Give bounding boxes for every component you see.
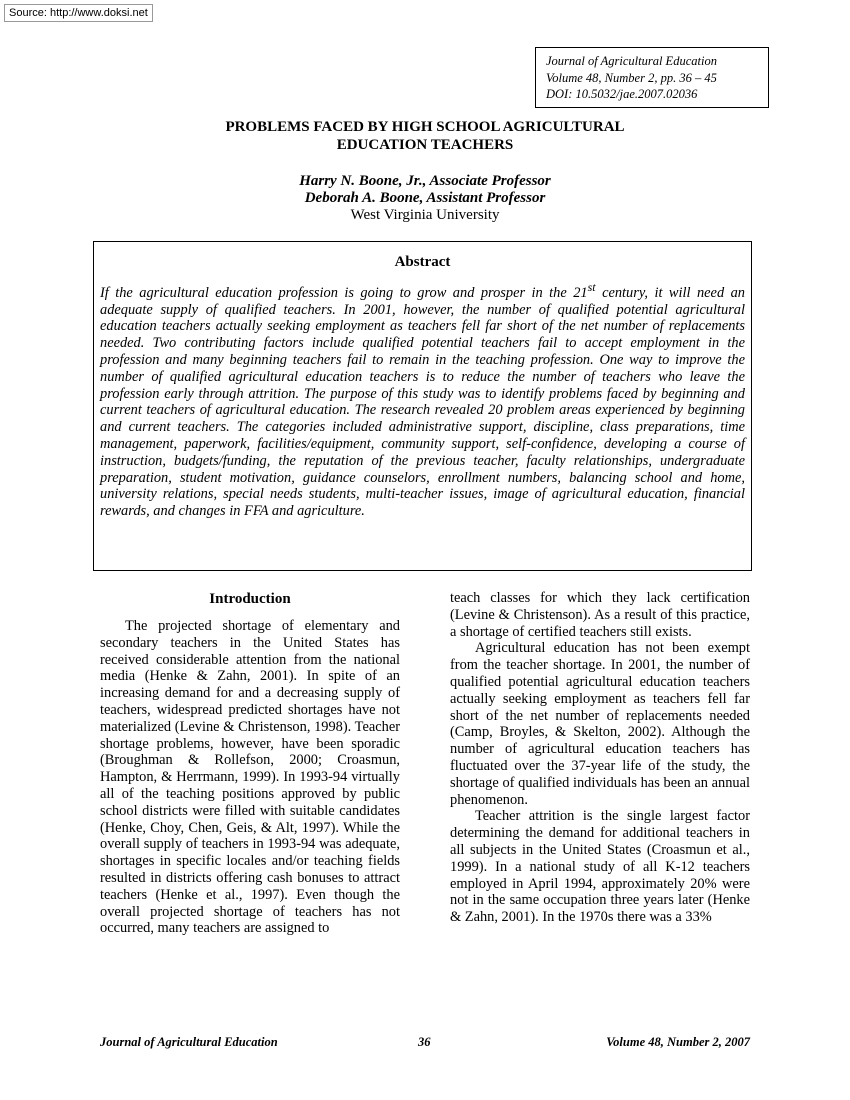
journal-doi: DOI: 10.5032/jae.2007.02036 — [546, 87, 698, 101]
paragraph-teacher-attrition: Teacher attrition is the single largest factor determining the demand for additional teachers in all subjects in the United States (Croasmun et al., 1999). In a national study of all K-12 teachers employed in April 1994, approximately 20% were not in the same occupation three years later (Henke & Zahn, 2001). In the 1970s there was a 33% — [450, 808, 750, 926]
journal-name: Journal of Agricultural Education — [546, 54, 717, 68]
affiliation: West Virginia University — [350, 207, 500, 223]
author-2: Deborah A. Boone, Assistant Professor — [304, 190, 546, 206]
footer-journal: Journal of Agricultural Education — [100, 1035, 278, 1049]
author-1: Harry N. Boone, Jr., Associate Professor — [299, 173, 551, 189]
introduction-heading: Introduction — [209, 591, 291, 607]
journal-info-box — [535, 47, 769, 108]
right-column — [450, 590, 750, 926]
paper-title — [150, 118, 700, 154]
title-line-1: PROBLEMS FACED BY HIGH SCHOOL AGRICULTURAL — [225, 119, 625, 135]
abstract-box — [93, 241, 752, 571]
continued-paragraph: teach classes for which they lack certification (Levine & Christenson). As a result of this practice, a shortage of certified teachers still exists. — [450, 590, 750, 640]
left-column — [100, 590, 400, 937]
abstract-text — [100, 279, 745, 520]
paragraph-teacher-shortage: Agricultural education has not been exempt from the teacher shortage. In 2001, the number of qualified potential agricultural education teachers actually seeking employment as teachers fell far short of the net number of replacements needed (Camp, Broyles, & Skelton, 2002). Although the number of agricultural education teachers has fluctuated over the 37-year life of the study, the shortage of qualified individuals has been an annual phenomenon. — [450, 640, 750, 808]
abstract-text-start: If the agricultural education profession is going to grow and prosper in the 21 — [100, 284, 588, 301]
superscript-st: st — [587, 280, 596, 294]
intro-paragraph-1: The projected shortage of elementary and secondary teachers in the United States has received considerable attention from the national media (Henke & Zahn, 2001). In spite of an increasing demand for and a decreasing supply of teachers, widespread predicted shortages have not materialized (Levine & Christenson, 1998). Teacher shortage problems, however, have been sporadic (Broughman & Rollefson, 2000; Croasmun, Hampton, & Herrmann, 1999). In 1993-94 virtually all of the teaching positions approved by public school districts were filled with suitable candidates (Henke, Choy, Chen, Geis, & Alt, 1997). While the overall supply of teachers in 1993-94 was adequate, shortages in specific locales and/or teaching fields resulted in districts offering cash bonuses to attract teachers (Henke et al., 1997). Even though the overall projected shortage of teachers has not occurred, many teachers are assigned to — [100, 618, 400, 937]
journal-volume: Volume 48, Number 2, pp. 36 – 45 — [546, 70, 717, 85]
title-line-2: EDUCATION TEACHERS — [336, 137, 514, 153]
abstract-heading: Abstract — [394, 254, 451, 270]
source-label: Source: http://www.doksi.net — [4, 4, 153, 22]
footer-volume: Volume 48, Number 2, 2007 — [606, 1035, 750, 1049]
abstract-text-rest: century, it will need an adequate supply of qualified teachers. In 2001, however, the number of qualified potential agricultural education teachers actually seeking employment as teachers fell far short of the net number of replacements needed. Two contributing factors include qualified potential teachers fail to accept employment in the profession and many beginning teachers fail to remain in the teaching profession. One way to improve the number of qualified agricultural education teachers is to reduce the number of teachers who leave the profession early through attrition. The purpose of this study was to identify problems faced by beginning and current teachers of agricultural education. The research revealed 20 problem areas experienced by beginning and current teachers. The categories included administrative support, discipline, class preparations, time management, paperwork, facilities/equipment, community support, self-confidence, developing a course of instruction, budgets/funding, the reputation of the previous teacher, faculty relationships, undergraduate preparation, student motivation, guidance counselors, enrollment numbers, balancing school and home, university relations, special needs students, multi-teacher issues, image of agricultural education, financial rewards, and changes in FFA and agriculture. — [100, 284, 745, 520]
page-number: 36 — [418, 1035, 431, 1049]
author-block — [150, 173, 700, 224]
